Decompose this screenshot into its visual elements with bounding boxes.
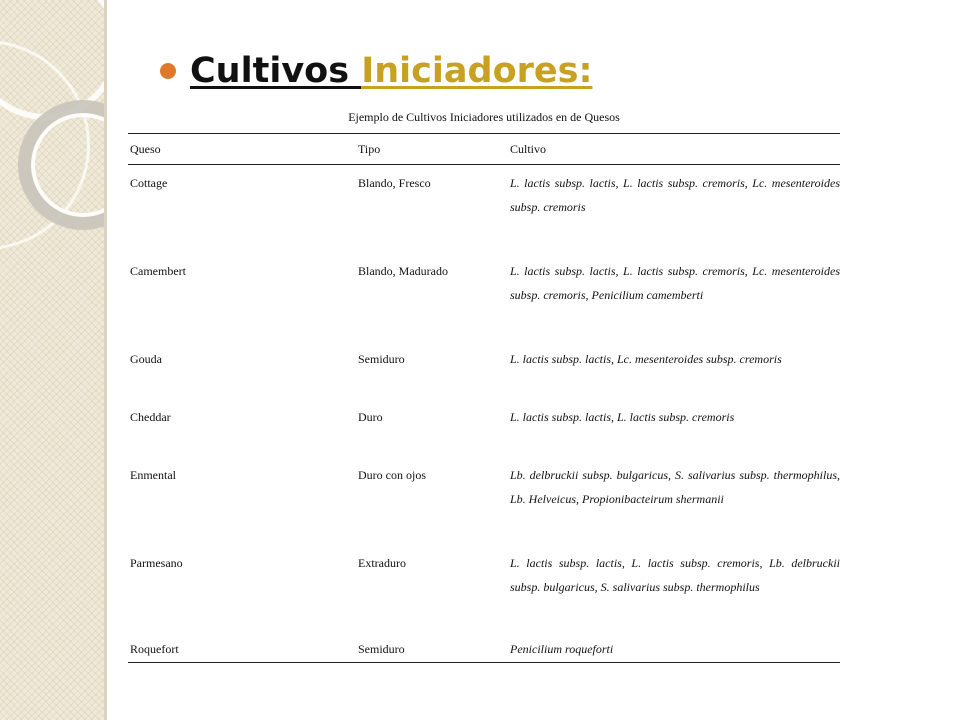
cell-tipo: Blando, Fresco	[358, 176, 431, 190]
table-row	[128, 457, 840, 545]
cell-cultivo: Penicilium roqueforti	[508, 631, 840, 663]
table-header-row	[128, 134, 840, 165]
cell-cultivo: L. lactis subsp. lactis, L. lactis subsp. cremoris, Lc. mesenteroides subsp. cremoris, Penicilium camemberti	[510, 263, 840, 302]
cultures-table	[128, 133, 840, 663]
cell-tipo: Semiduro	[358, 351, 405, 366]
column-header-queso: Queso	[128, 134, 356, 165]
slide-title	[160, 46, 592, 96]
cell-cultivo: L. lactis subsp. lactis, Lc. mesenteroides subsp. cremoris	[510, 351, 782, 366]
column-header-tipo: Tipo	[356, 134, 508, 165]
cell-cultivo: L. lactis subsp. lactis, L. lactis subsp. cremoris, Lb. delbruckii subsp. bulgaricus, S. salivarius subsp. thermophilus	[510, 555, 840, 594]
cell-queso: Camembert	[130, 263, 186, 278]
table-caption: Ejemplo de Cultivos Iniciadores utilizados en de Quesos	[348, 110, 620, 124]
column-header-cultivo: Cultivo	[508, 134, 840, 165]
slide-title-part-1: Cultivos	[190, 51, 362, 91]
cell-tipo: Duro con ojos	[358, 467, 426, 482]
cell-queso: Parmesano	[130, 555, 183, 570]
cell-queso: Roquefort	[128, 631, 356, 663]
decorative-side-strip	[0, 0, 106, 720]
cell-tipo: Extraduro	[358, 555, 406, 570]
cell-queso: Gouda	[130, 351, 162, 366]
cell-queso: Cheddar	[130, 409, 171, 424]
cell-queso: Enmental	[130, 467, 176, 482]
cell-cultivo: L. lactis subsp. lactis, L. lactis subsp. cremoris	[510, 409, 735, 424]
cell-tipo: Blando, Madurado	[358, 263, 448, 278]
table-row	[128, 165, 840, 253]
side-strip-edge	[104, 0, 107, 720]
table-row	[128, 253, 840, 341]
cell-tipo: Semiduro	[356, 631, 508, 663]
cell-tipo: Duro	[358, 409, 383, 424]
bullet-icon	[160, 63, 176, 79]
table-row	[128, 399, 840, 457]
cell-cultivo: L. lactis subsp. lactis, L. lactis subsp. cremoris, Lc. mesenteroides subsp. cremoris	[510, 176, 840, 214]
table-row	[128, 341, 840, 399]
table-row	[128, 631, 840, 663]
cell-queso: Cottage	[130, 176, 168, 190]
table-row	[128, 545, 840, 631]
cell-cultivo: Lb. delbruckii subsp. bulgaricus, S. salivarius subsp. thermophilus, Lb. Helveicus, Propionibacteirum shermanii	[510, 467, 840, 506]
slide-title-part-2: Iniciadores:	[361, 51, 593, 91]
